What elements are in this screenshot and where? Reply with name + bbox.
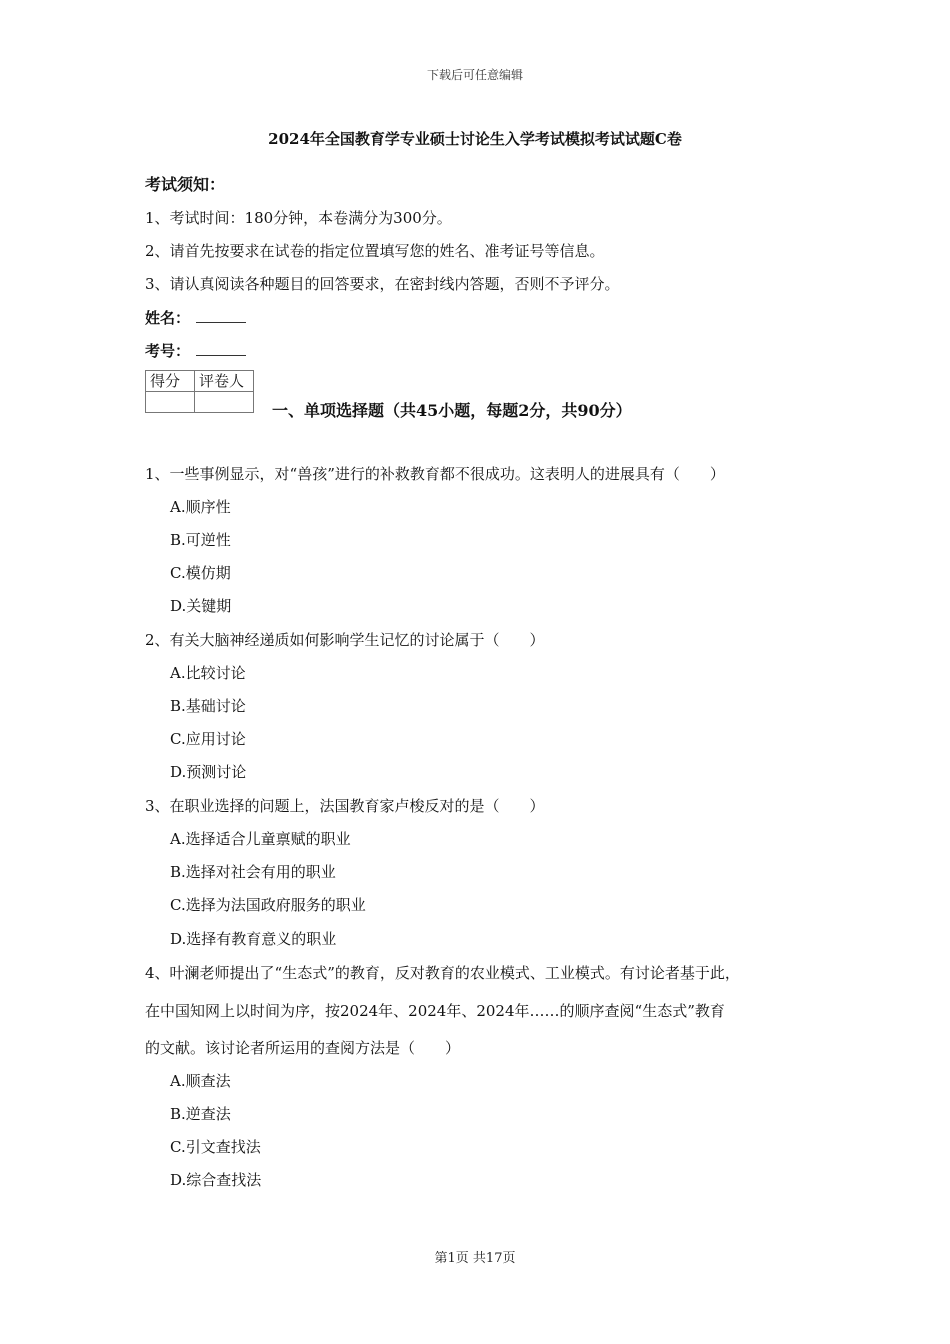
- question-stem-line: 4、叶澜老师提出了“生态式”的教育，反对教育的农业模式、工业模式。有讨论者基于此，: [145, 964, 740, 982]
- option-b: B.逆查法: [170, 1105, 231, 1123]
- id-label: 考号：: [145, 342, 191, 360]
- option-c: C.应用讨论: [170, 730, 246, 748]
- notice-item: 3、请认真阅读各种题目的回答要求，在密封线内答题，否则不予评分。: [145, 275, 620, 293]
- option-b: B.可逆性: [170, 531, 231, 549]
- notice-heading: 考试须知：: [145, 175, 226, 194]
- option-d: D.选择有教育意义的职业: [170, 930, 337, 948]
- notice-item: 1、考试时间：180分钟，本卷满分为300分。: [145, 209, 452, 227]
- option-a: A.顺序性: [170, 498, 231, 516]
- option-c: C.引文查找法: [170, 1138, 261, 1156]
- option-d: D.预测讨论: [170, 763, 247, 781]
- option-a: A.顺查法: [170, 1072, 231, 1090]
- score-table: [145, 370, 254, 413]
- option-b: B.选择对社会有用的职业: [170, 863, 336, 881]
- page-footer: 第1页 共17页: [434, 1251, 516, 1266]
- question-stem: 2、有关大脑神经递质如何影响学生记忆的讨论属于（ ）: [145, 631, 545, 649]
- name-label: 姓名：: [145, 309, 191, 327]
- section-title: 一、单项选择题（共45小题，每题2分，共90分）: [272, 401, 632, 420]
- option-d: D.关键期: [170, 597, 232, 615]
- id-blank: [196, 343, 246, 356]
- grader-cell: [195, 392, 254, 413]
- question-stem: 3、在职业选择的问题上，法国教育家卢梭反对的是（ ）: [145, 797, 545, 815]
- option-c: C.选择为法国政府服务的职业: [170, 896, 366, 914]
- name-field: [145, 307, 246, 328]
- grader-header: 评卷人: [195, 371, 254, 392]
- option-a: A.比较讨论: [170, 664, 246, 682]
- option-a: A.选择适合儿童禀赋的职业: [170, 830, 351, 848]
- option-d: D.综合查找法: [170, 1171, 262, 1189]
- id-field: [145, 340, 246, 361]
- score-header: 得分: [146, 371, 195, 392]
- option-b: B.基础讨论: [170, 697, 246, 715]
- name-blank: [196, 310, 246, 323]
- notice-item: 2、请首先按要求在试卷的指定位置填写您的姓名、准考证号等信息。: [145, 242, 605, 260]
- header-note: 下载后可任意编辑: [426, 68, 523, 82]
- document-title: 2024年全国教育学专业硕士讨论生入学考试模拟考试试题C卷: [268, 130, 682, 148]
- score-cell: [146, 392, 195, 413]
- question-stem: 1、一些事例显示，对“兽孩”进行的补救教育都不很成功。这表明人的进展具有（ ）: [145, 465, 725, 483]
- option-c: C.模仿期: [170, 564, 231, 582]
- question-stem-line: 在中国知网上以时间为序，按2024年、2024年、2024年……的顺序查阅“生态式”教育: [145, 1002, 725, 1020]
- question-stem-line: 的文献。该讨论者所运用的查阅方法是（ ）: [145, 1039, 461, 1057]
